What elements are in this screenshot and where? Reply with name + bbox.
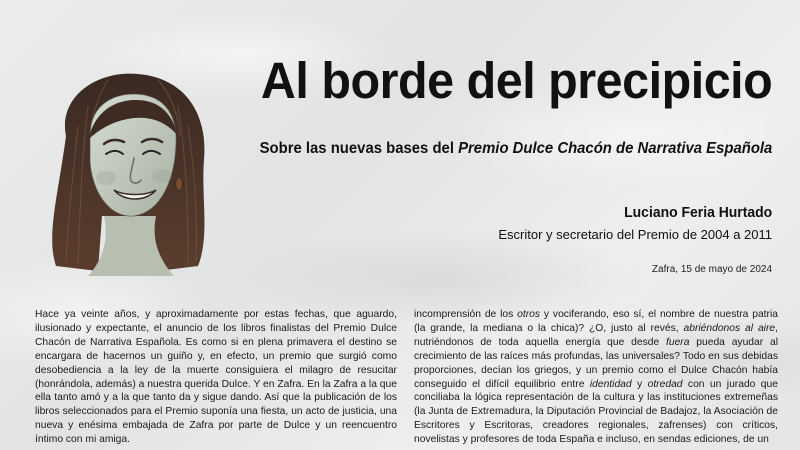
author-name: Luciano Feria Hurtado <box>623 204 772 221</box>
text-run: con un jurado que conciliaba la lógica representación de la cultura y las instituciones extremeñas (la Junta de Extremadura, la Diputación Provincial de Badajoz, la Asociación de Escritores y Escritoras, creadores regionales, zafrenses) con críticos, novelistas y profesores de toda España e incluso, en sendas ediciones, de un <box>414 378 778 446</box>
emphasis: fuera <box>665 336 690 348</box>
text-run: y <box>631 378 648 390</box>
subtitle-prize-name: Premio Dulce Chacón de Narrativa Española <box>457 140 772 157</box>
text-run: , nutriéndonos de toda aquella energía que desde <box>414 322 778 348</box>
text-run: incomprensión de los <box>414 309 518 320</box>
body-column-right <box>414 308 778 447</box>
article-subtitle <box>259 140 772 158</box>
emphasis: abriéndonos al aire <box>683 322 776 334</box>
emphasis: identidad <box>589 378 632 390</box>
author-portrait-illustration <box>38 66 216 276</box>
emphasis: otros <box>517 309 541 320</box>
author-role: Escritor y secretario del Premio de 2004 a 2011 <box>498 227 772 242</box>
emphasis: otredad <box>647 378 683 390</box>
subtitle-prefix: Sobre las nuevas bases del <box>259 140 458 157</box>
body-column-left <box>35 308 397 447</box>
body-paragraph <box>414 308 778 447</box>
dateline: Zafra, 15 de mayo de 2024 <box>651 264 772 275</box>
body-paragraph: Hace ya veinte años, y aproximadamente por estas fechas, que aguardo, ilusionado y expectante, el anuncio de los libros finalistas del Premio Dulce Chacón de Narrativa Española. Es como si en plena primavera el destino se encargara de hacernos un guiño y, en efecto, un premio que surgió como desobediencia a la ley de la muerte consiguiera el milagro de resucitar (honrándola, además) a nuestra querida Dulce. Y en Zafra. En la Zafra a la que ella tanto amó y a la que tanto da y sigue dando. Así que la publicación de los libros seleccionados para el Premio suponía una fiesta, un acto de justicia, una nueva y enésima embajada de Zafra por parte de Dulce y un reencuentro íntimo con mi amiga. <box>35 309 397 446</box>
article-title: Al borde del precipicio <box>260 52 772 109</box>
text-run: y vociferando, eso sí, el nombre de nuestra patria (la grande, la mediana o la chica)? ¿O, justo al revés, <box>414 309 778 334</box>
text-run: pueda ayudar al crecimiento de las raíces más profundas, las universales? Todo en sus debidas proporciones, decían los griegos, y un premio como el Dulce Chacón había conseguido el difícil equilibrio entre <box>414 336 778 390</box>
